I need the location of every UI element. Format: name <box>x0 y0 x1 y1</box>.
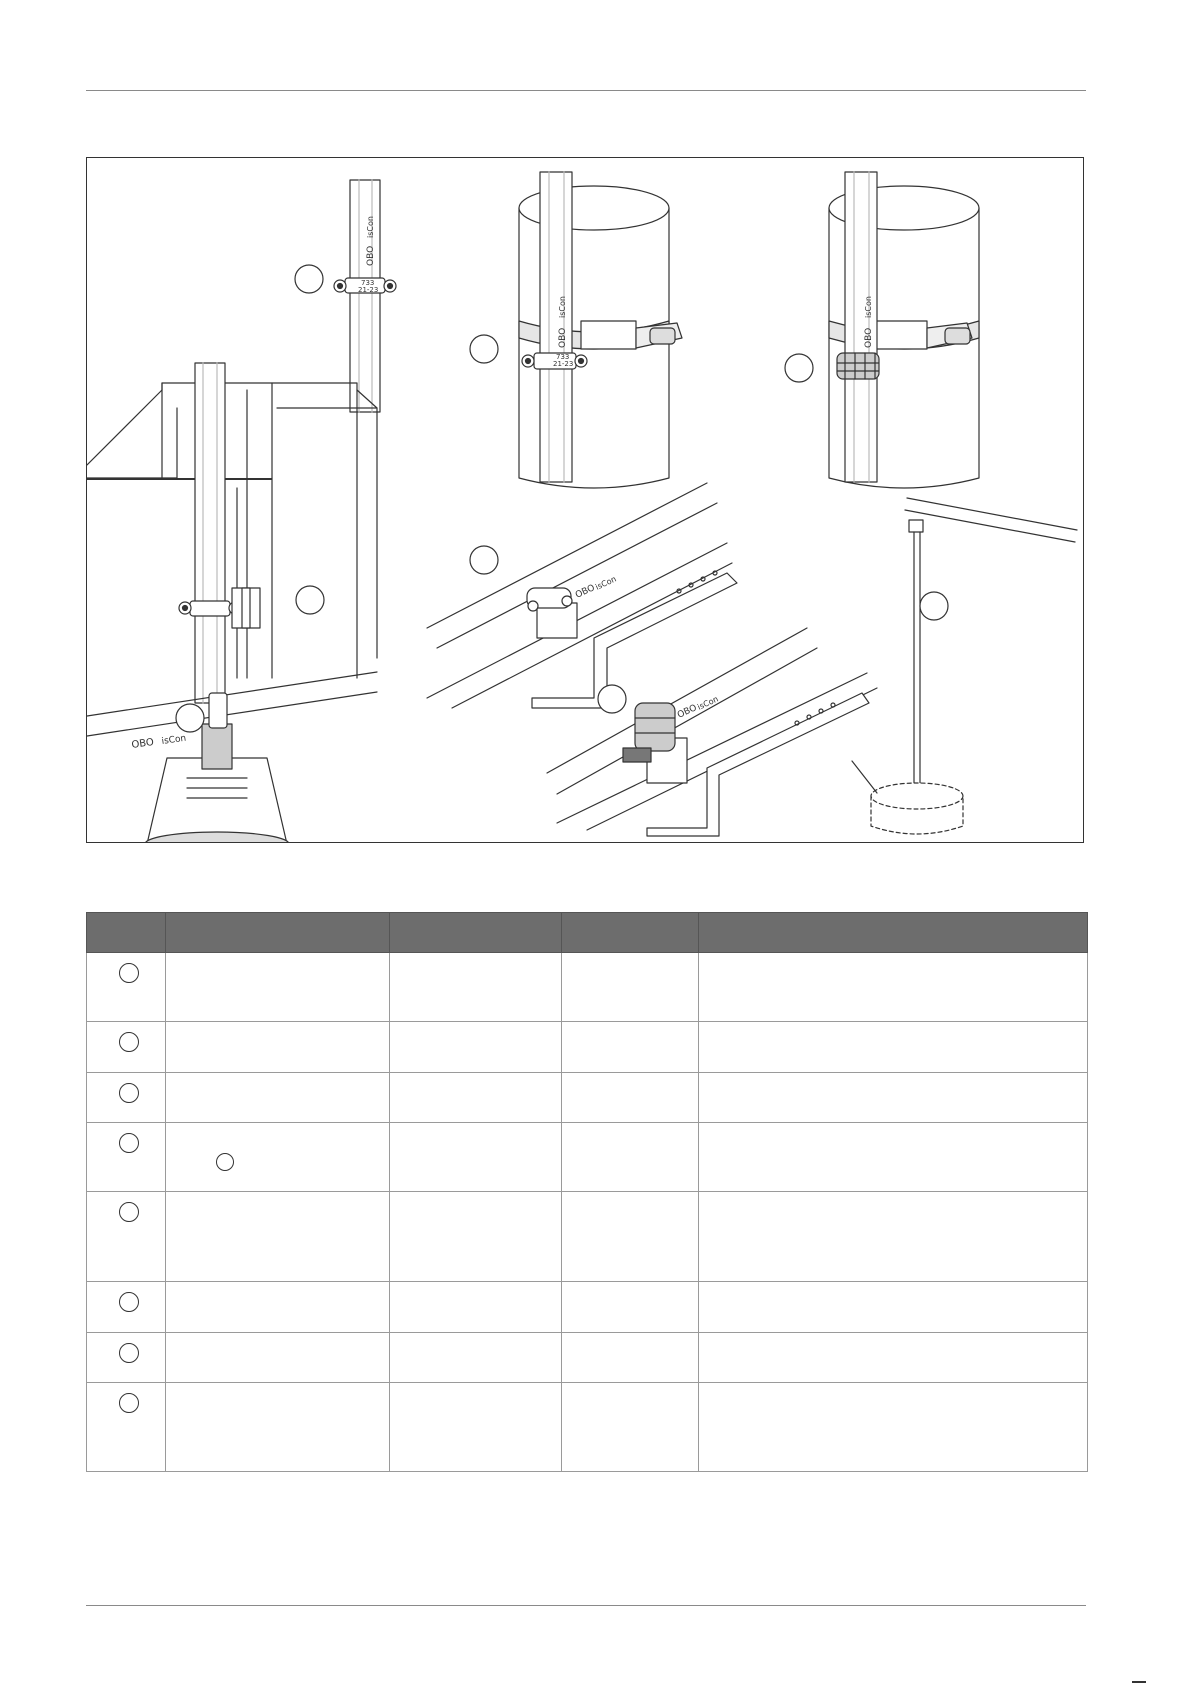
panel-gutter-clamp <box>427 483 737 708</box>
description-cell <box>699 1123 1088 1192</box>
panel-spacer-drum <box>785 172 979 488</box>
description-cell <box>699 1333 1088 1383</box>
description-cell <box>699 1073 1088 1123</box>
table-row <box>87 1333 1088 1383</box>
col4-cell <box>562 1192 699 1282</box>
callout-circle-8 <box>920 592 948 620</box>
item-cell <box>166 1073 390 1123</box>
table-row <box>87 953 1088 1022</box>
table-row <box>87 1022 1088 1073</box>
inline-reference-circle <box>216 1153 234 1171</box>
table-row <box>87 1073 1088 1123</box>
callout-circle-1 <box>295 265 323 293</box>
row-number-circle <box>119 1083 139 1103</box>
clamp-code-label: 733 <box>361 279 375 287</box>
callout-circle-2 <box>296 586 324 614</box>
item-cell <box>166 1282 390 1333</box>
row-number-cell <box>87 1282 166 1333</box>
col4-cell <box>562 1383 699 1472</box>
callout-circle-6 <box>470 546 498 574</box>
item-cell <box>166 1333 390 1383</box>
clamp-size-label: 21-23 <box>553 360 574 368</box>
row-number-circle <box>119 963 139 983</box>
item-cell <box>166 1383 390 1472</box>
description-cell <box>699 1383 1088 1472</box>
obo-brand-label: OBO <box>574 583 597 601</box>
clamp-size-label: 21-23 <box>358 286 379 294</box>
row-number-cell <box>87 1383 166 1472</box>
item-cell <box>166 1123 390 1192</box>
panel-roof-post <box>852 498 1077 834</box>
page-number <box>1132 1681 1146 1683</box>
obo-brand-label: OBO <box>130 736 155 751</box>
row-number-circle <box>119 1343 139 1363</box>
col3-cell <box>390 1333 562 1383</box>
panel-pipe-clamp <box>470 172 682 488</box>
iscon-product-label: isCon <box>366 216 375 238</box>
clamp-code-label: 733 <box>556 353 570 361</box>
iscon-product-label: isCon <box>696 694 720 712</box>
callout-circle-3 <box>176 704 204 732</box>
row-number-circle <box>119 1393 139 1413</box>
obo-brand-label: OBO <box>864 327 874 348</box>
row-number-cell <box>87 953 166 1022</box>
row-number-circle <box>119 1032 139 1052</box>
callout-circle-5 <box>785 354 813 382</box>
col-header-number <box>87 913 166 953</box>
col4-cell <box>562 1282 699 1333</box>
col3-cell <box>390 1192 562 1282</box>
iscon-product-label: isCon <box>161 733 187 747</box>
description-cell <box>699 1022 1088 1073</box>
obo-brand-label: OBO <box>558 327 568 348</box>
table-row <box>87 1192 1088 1282</box>
table-row <box>87 1123 1088 1192</box>
col-header-description <box>699 913 1088 953</box>
iscon-product-label: isCon <box>864 296 873 318</box>
row-number-cell <box>87 1073 166 1123</box>
table-header-row <box>87 913 1088 953</box>
row-number-circle <box>119 1202 139 1222</box>
col4-cell <box>562 1073 699 1123</box>
row-number-cell <box>87 1192 166 1282</box>
col3-cell <box>390 1123 562 1192</box>
item-cell <box>166 953 390 1022</box>
panel-roof-holder <box>87 672 377 843</box>
col-header-4 <box>562 913 699 953</box>
header-rule <box>86 90 1086 91</box>
row-number-cell <box>87 1123 166 1192</box>
col3-cell <box>390 1022 562 1073</box>
description-cell <box>699 1282 1088 1333</box>
row-number-circle <box>119 1133 139 1153</box>
panel-steel-column <box>87 363 377 703</box>
col4-cell <box>562 1022 699 1073</box>
description-cell <box>699 953 1088 1022</box>
iscon-product-label: isCon <box>594 574 618 592</box>
col3-cell <box>390 1383 562 1472</box>
item-cell <box>166 1022 390 1073</box>
obo-brand-label: OBO <box>366 245 376 266</box>
row-number-cell <box>87 1022 166 1073</box>
installation-figure <box>86 157 1084 843</box>
col-header-3 <box>390 913 562 953</box>
item-cell <box>166 1192 390 1282</box>
col-header-item <box>166 913 390 953</box>
callout-circle-7 <box>598 685 626 713</box>
row-number-circle <box>119 1292 139 1312</box>
col4-cell <box>562 1123 699 1192</box>
iscon-product-label: isCon <box>558 296 567 318</box>
footer-rule <box>86 1605 1086 1606</box>
col4-cell <box>562 1333 699 1383</box>
table-row <box>87 1282 1088 1333</box>
col3-cell <box>390 1073 562 1123</box>
col4-cell <box>562 953 699 1022</box>
row-number-cell <box>87 1333 166 1383</box>
table-row <box>87 1383 1088 1472</box>
callout-circle-4 <box>470 335 498 363</box>
description-cell <box>699 1192 1088 1282</box>
col3-cell <box>390 1282 562 1333</box>
panel-clamp-conductor <box>295 180 396 412</box>
obo-brand-label: OBO <box>676 703 699 721</box>
component-table <box>86 912 1088 1472</box>
col3-cell <box>390 953 562 1022</box>
